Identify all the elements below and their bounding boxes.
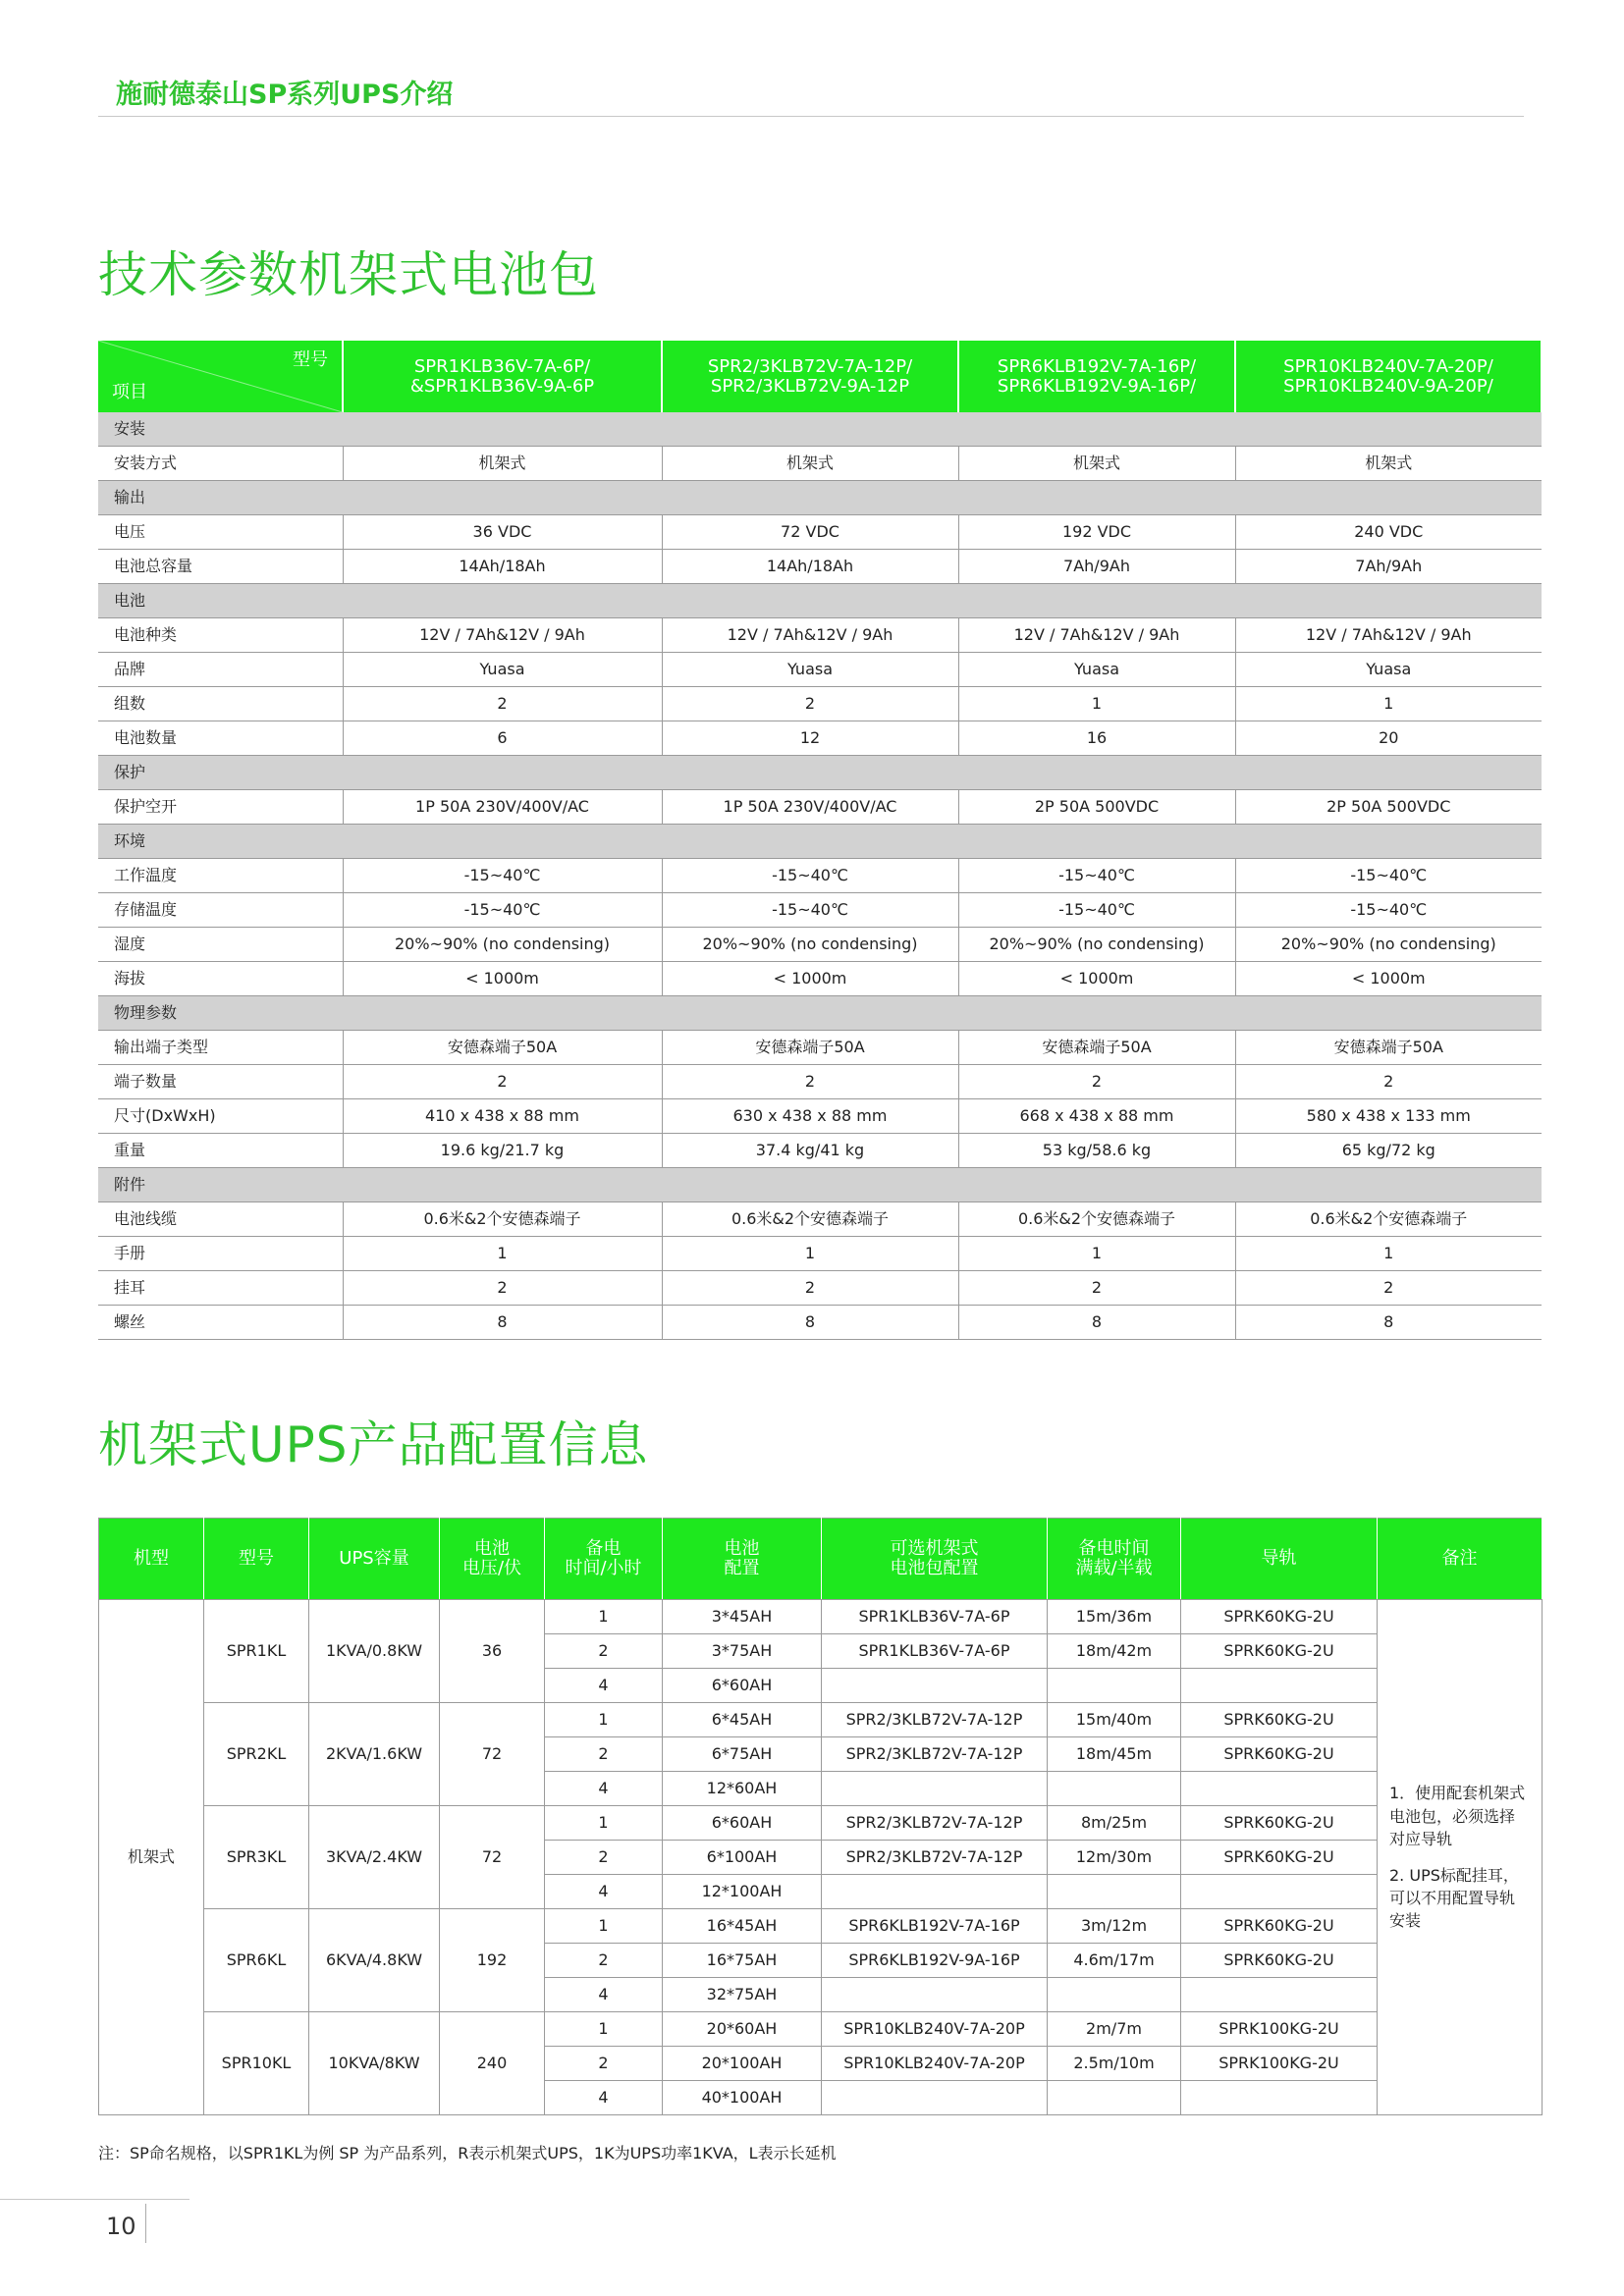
page-number: 10 <box>106 2213 136 2240</box>
battery-pack-cell: SPR2/3KLB72V-7A-12P <box>822 1841 1048 1875</box>
spec-row-label: 工作温度 <box>98 859 343 893</box>
config-header-cell <box>204 1519 309 1600</box>
spec-value: 410 x 438 x 88 mm <box>343 1099 662 1134</box>
spec-category-row <box>98 1168 1542 1202</box>
corner-model-label: 型号 <box>293 349 328 370</box>
spec-row <box>98 618 1542 653</box>
spec-row-label: 保护空开 <box>98 790 343 825</box>
rail-cell: SPRK100KG-2U <box>1181 2012 1378 2047</box>
spec-value: 0.6米&2个安德森端子 <box>958 1202 1235 1237</box>
model-cell: SPR6KL <box>204 1909 309 2012</box>
spec-value: 安德森端子50A <box>1235 1031 1542 1065</box>
machine-type-cell: 机架式 <box>99 1600 204 2115</box>
spec-value: 8 <box>958 1306 1235 1340</box>
spec-section-title: 技术参数机架式电池包 <box>98 246 599 303</box>
model-header-line: SPR6KLB192V-9A-16P/ <box>997 375 1197 397</box>
spec-category-row <box>98 756 1542 790</box>
remark-text: 2. UPS标配挂耳，可以不用配置导轨安装 <box>1389 1866 1519 1931</box>
backup-hours-cell: 4 <box>545 1875 663 1909</box>
config-row <box>99 2012 1543 2047</box>
model-header-line: SPR2/3KLB72V-7A-12P/ <box>707 355 913 377</box>
spec-value: 安德森端子50A <box>662 1031 958 1065</box>
config-row <box>99 1909 1543 1944</box>
battery-config-cell: 12*100AH <box>663 1875 822 1909</box>
spec-value: 0.6米&2个安德森端子 <box>1235 1202 1542 1237</box>
rail-cell: SPRK60KG-2U <box>1181 1703 1378 1737</box>
spec-value: 12 <box>662 721 958 756</box>
config-section-title: 机架式UPS产品配置信息 <box>98 1416 649 1473</box>
spec-value: 14Ah/18Ah <box>662 550 958 584</box>
spec-value: 16 <box>958 721 1235 756</box>
battery-pack-cell <box>822 2081 1048 2115</box>
spec-value: 1P 50A 230V/400V/AC <box>662 790 958 825</box>
rail-cell <box>1181 1669 1378 1703</box>
spec-row <box>98 550 1542 584</box>
battery-pack-cell: SPR6KLB192V-9A-16P <box>822 1944 1048 1978</box>
backup-hours-cell: 2 <box>545 1841 663 1875</box>
battery-config-cell: 12*60AH <box>663 1772 822 1806</box>
spec-row-label: 挂耳 <box>98 1271 343 1306</box>
battery-pack-cell: SPR10KLB240V-7A-20P <box>822 2012 1048 2047</box>
backup-time-cell <box>1048 1875 1181 1909</box>
spec-category-row <box>98 481 1542 515</box>
rail-cell <box>1181 1978 1378 2012</box>
spec-row <box>98 721 1542 756</box>
spec-value: 1 <box>1235 1237 1542 1271</box>
spec-category-label: 环境 <box>98 825 1542 859</box>
ups-config-table <box>98 1518 1543 2115</box>
spec-row-label: 组数 <box>98 687 343 721</box>
spec-value: 12V / 7Ah&12V / 9Ah <box>662 618 958 653</box>
config-header-line: 满载/半载 <box>1075 1558 1153 1578</box>
spec-row-label: 湿度 <box>98 928 343 962</box>
config-header-line: 备电时间 <box>1078 1538 1150 1560</box>
config-header-line: 备电 <box>585 1538 622 1560</box>
footer-divider <box>0 2199 189 2200</box>
battery-config-cell: 20*100AH <box>663 2047 822 2081</box>
spec-value: 20%~90% (no condensing) <box>343 928 662 962</box>
spec-value: -15~40℃ <box>662 893 958 928</box>
battery-config-cell: 6*60AH <box>663 1806 822 1841</box>
spec-value: 20 <box>1235 721 1542 756</box>
config-header-line: 电压/伏 <box>461 1558 522 1578</box>
spec-value: 668 x 438 x 88 mm <box>958 1099 1235 1134</box>
battery-config-cell: 6*60AH <box>663 1669 822 1703</box>
rail-cell: SPRK60KG-2U <box>1181 1841 1378 1875</box>
battery-config-cell: 20*60AH <box>663 2012 822 2047</box>
backup-time-cell: 18m/45m <box>1048 1737 1181 1772</box>
spec-value: -15~40℃ <box>343 859 662 893</box>
backup-time-cell <box>1048 1772 1181 1806</box>
spec-value: 0.6米&2个安德森端子 <box>662 1202 958 1237</box>
config-header-line: 导轨 <box>1261 1548 1297 1570</box>
voltage-cell: 36 <box>440 1600 545 1703</box>
spec-value: 6 <box>343 721 662 756</box>
config-header-line: 可选机架式 <box>890 1538 979 1560</box>
footnote: 注：SP命名规格，以SPR1KL为例 SP 为产品系列，R表示机架式UPS，1K为UPS功率1KVA，L表示长延机 <box>98 2144 837 2163</box>
battery-spec-table <box>98 341 1543 1340</box>
spec-value: 12V / 7Ah&12V / 9Ah <box>1235 618 1542 653</box>
spec-value: -15~40℃ <box>958 893 1235 928</box>
spec-row-label: 电池线缆 <box>98 1202 343 1237</box>
model-header-line: SPR1KLB36V-7A-6P/ <box>413 355 591 377</box>
backup-time-cell: 2m/7m <box>1048 2012 1181 2047</box>
spec-value: 1P 50A 230V/400V/AC <box>343 790 662 825</box>
spec-value: 580 x 438 x 133 mm <box>1235 1099 1542 1134</box>
voltage-cell: 72 <box>440 1806 545 1909</box>
rail-cell: SPRK100KG-2U <box>1181 2047 1378 2081</box>
config-header-cell <box>1181 1519 1378 1600</box>
config-header-line: 电池 <box>474 1538 510 1560</box>
battery-config-cell: 6*45AH <box>663 1703 822 1737</box>
spec-value: 20%~90% (no condensing) <box>662 928 958 962</box>
spec-row-label: 手册 <box>98 1237 343 1271</box>
spec-value: < 1000m <box>1235 962 1542 996</box>
model-header-line: SPR2/3KLB72V-9A-12P <box>710 375 910 397</box>
spec-value: 36 VDC <box>343 515 662 550</box>
spec-category-row <box>98 584 1542 618</box>
config-header-line: UPS容量 <box>339 1548 409 1570</box>
capacity-cell: 3KVA/2.4KW <box>309 1806 440 1909</box>
spec-row <box>98 1134 1542 1168</box>
spec-row-label: 尺寸(DxWxH) <box>98 1099 343 1134</box>
spec-row <box>98 687 1542 721</box>
spec-value: 1 <box>662 1237 958 1271</box>
spec-row <box>98 962 1542 996</box>
spec-row-label: 存储温度 <box>98 893 343 928</box>
backup-time-cell <box>1048 1669 1181 1703</box>
spec-value: 1 <box>958 1237 1235 1271</box>
spec-row <box>98 653 1542 687</box>
remark-text: 1．使用配套机架式电池包，必须选择对应导轨 <box>1389 1784 1526 1848</box>
model-header-line: &SPR1KLB36V-9A-6P <box>409 375 595 397</box>
spec-value: 630 x 438 x 88 mm <box>662 1099 958 1134</box>
spec-value: 240 VDC <box>1235 515 1542 550</box>
model-header-line: SPR6KLB192V-7A-16P/ <box>997 355 1197 377</box>
page-number-divider <box>145 2204 146 2243</box>
spec-value: 2 <box>958 1271 1235 1306</box>
spec-value: 8 <box>1235 1306 1542 1340</box>
config-header-cell <box>1048 1519 1181 1600</box>
backup-time-cell: 4.6m/17m <box>1048 1944 1181 1978</box>
backup-hours-cell: 1 <box>545 1703 663 1737</box>
spec-row <box>98 1271 1542 1306</box>
model-header-4 <box>1235 341 1542 412</box>
spec-value: 2 <box>662 1065 958 1099</box>
spec-category-label: 附件 <box>98 1168 1542 1202</box>
spec-value: < 1000m <box>343 962 662 996</box>
config-header-cell <box>1378 1519 1543 1600</box>
corner-item-label: 项目 <box>112 382 147 403</box>
spec-value: Yuasa <box>343 653 662 687</box>
config-header-cell <box>440 1519 545 1600</box>
rail-cell: SPRK60KG-2U <box>1181 1806 1378 1841</box>
config-header-cell <box>822 1519 1048 1600</box>
spec-value: 8 <box>662 1306 958 1340</box>
spec-value: Yuasa <box>958 653 1235 687</box>
config-row <box>99 1600 1543 1634</box>
spec-value: 2 <box>343 1271 662 1306</box>
rail-cell <box>1181 2081 1378 2115</box>
spec-value: 安德森端子50A <box>958 1031 1235 1065</box>
spec-row <box>98 1237 1542 1271</box>
battery-config-cell: 3*45AH <box>663 1600 822 1634</box>
backup-hours-cell: 1 <box>545 1909 663 1944</box>
spec-value: 8 <box>343 1306 662 1340</box>
spec-category-label: 安装 <box>98 412 1542 447</box>
spec-row <box>98 1031 1542 1065</box>
spec-value: 2 <box>662 687 958 721</box>
backup-time-cell: 8m/25m <box>1048 1806 1181 1841</box>
spec-value: 机架式 <box>343 447 662 481</box>
spec-value: 192 VDC <box>958 515 1235 550</box>
config-header-line: 机型 <box>134 1548 169 1570</box>
spec-row <box>98 1306 1542 1340</box>
spec-value: 机架式 <box>662 447 958 481</box>
spec-value: 14Ah/18Ah <box>343 550 662 584</box>
battery-pack-cell <box>822 1875 1048 1909</box>
spec-value: 53 kg/58.6 kg <box>958 1134 1235 1168</box>
config-header-line: 时间/小时 <box>565 1558 642 1578</box>
config-header-line: 配置 <box>724 1558 760 1578</box>
spec-value: 7Ah/9Ah <box>1235 550 1542 584</box>
rail-cell: SPRK60KG-2U <box>1181 1909 1378 1944</box>
spec-value: 2 <box>958 1065 1235 1099</box>
spec-row <box>98 859 1542 893</box>
header-title: 施耐德泰山SP系列UPS介绍 <box>116 80 454 110</box>
battery-config-cell: 6*75AH <box>663 1737 822 1772</box>
model-cell: SPR2KL <box>204 1703 309 1806</box>
backup-hours-cell: 2 <box>545 2047 663 2081</box>
config-header-cell <box>663 1519 822 1600</box>
spec-row-label: 安装方式 <box>98 447 343 481</box>
spec-row <box>98 1065 1542 1099</box>
battery-pack-cell: SPR1KLB36V-7A-6P <box>822 1634 1048 1669</box>
spec-value: 12V / 7Ah&12V / 9Ah <box>343 618 662 653</box>
spec-value: 65 kg/72 kg <box>1235 1134 1542 1168</box>
backup-hours-cell: 4 <box>545 1669 663 1703</box>
config-row <box>99 1806 1543 1841</box>
config-header-line: 电池包配置 <box>890 1558 979 1578</box>
spec-row <box>98 515 1542 550</box>
spec-row-label: 螺丝 <box>98 1306 343 1340</box>
spec-value: 2 <box>1235 1271 1542 1306</box>
spec-row <box>98 447 1542 481</box>
backup-time-cell: 2.5m/10m <box>1048 2047 1181 2081</box>
rail-cell <box>1181 1875 1378 1909</box>
spec-row <box>98 928 1542 962</box>
config-header-cell <box>309 1519 440 1600</box>
spec-value: 72 VDC <box>662 515 958 550</box>
rail-cell: SPRK60KG-2U <box>1181 1944 1378 1978</box>
config-header-line: 电池 <box>724 1538 760 1560</box>
spec-row <box>98 1099 1542 1134</box>
battery-pack-cell <box>822 1669 1048 1703</box>
spec-value: 1 <box>958 687 1235 721</box>
spec-value: 安德森端子50A <box>343 1031 662 1065</box>
battery-config-cell: 6*100AH <box>663 1841 822 1875</box>
model-header-line: SPR10KLB240V-7A-20P/ <box>1283 355 1493 377</box>
rail-cell: SPRK60KG-2U <box>1181 1634 1378 1669</box>
spec-value: -15~40℃ <box>958 859 1235 893</box>
model-cell: SPR3KL <box>204 1806 309 1909</box>
voltage-cell: 240 <box>440 2012 545 2115</box>
model-header-line: SPR10KLB240V-9A-20P/ <box>1283 375 1493 397</box>
spec-value: 2P 50A 500VDC <box>1235 790 1542 825</box>
header-divider <box>98 116 1524 117</box>
spec-row-label: 端子数量 <box>98 1065 343 1099</box>
spec-value: 2 <box>662 1271 958 1306</box>
spec-value: Yuasa <box>662 653 958 687</box>
model-cell: SPR1KL <box>204 1600 309 1703</box>
model-header-1 <box>343 341 662 412</box>
spec-row-label: 重量 <box>98 1134 343 1168</box>
battery-config-cell: 32*75AH <box>663 1978 822 2012</box>
backup-hours-cell: 1 <box>545 1806 663 1841</box>
config-header-cell <box>545 1519 663 1600</box>
spec-category-label: 保护 <box>98 756 1542 790</box>
spec-category-label: 物理参数 <box>98 996 1542 1031</box>
config-row <box>99 1703 1543 1737</box>
spec-value: 1 <box>343 1237 662 1271</box>
battery-pack-cell: SPR10KLB240V-7A-20P <box>822 2047 1048 2081</box>
config-header-line: 备注 <box>1441 1548 1478 1570</box>
spec-row-label: 输出端子类型 <box>98 1031 343 1065</box>
spec-value: 37.4 kg/41 kg <box>662 1134 958 1168</box>
spec-category-row <box>98 996 1542 1031</box>
voltage-cell: 192 <box>440 1909 545 2012</box>
spec-category-row <box>98 825 1542 859</box>
spec-value: -15~40℃ <box>662 859 958 893</box>
model-cell: SPR10KL <box>204 2012 309 2115</box>
spec-value: 1 <box>1235 687 1542 721</box>
spec-value: Yuasa <box>1235 653 1542 687</box>
spec-value: 2P 50A 500VDC <box>958 790 1235 825</box>
backup-time-cell <box>1048 2081 1181 2115</box>
battery-config-cell: 16*75AH <box>663 1944 822 1978</box>
backup-hours-cell: 2 <box>545 1737 663 1772</box>
backup-time-cell: 3m/12m <box>1048 1909 1181 1944</box>
remarks-cell <box>1378 1600 1543 2115</box>
spec-value: 19.6 kg/21.7 kg <box>343 1134 662 1168</box>
battery-pack-cell: SPR1KLB36V-7A-6P <box>822 1600 1048 1634</box>
spec-value: 0.6米&2个安德森端子 <box>343 1202 662 1237</box>
model-header-2 <box>662 341 958 412</box>
capacity-cell: 2KVA/1.6KW <box>309 1703 440 1806</box>
backup-time-cell <box>1048 1978 1181 2012</box>
spec-category-label: 电池 <box>98 584 1542 618</box>
battery-pack-cell: SPR6KLB192V-7A-16P <box>822 1909 1048 1944</box>
spec-value: 机架式 <box>958 447 1235 481</box>
battery-pack-cell <box>822 1772 1048 1806</box>
spec-row <box>98 893 1542 928</box>
spec-value: < 1000m <box>958 962 1235 996</box>
corner-cell <box>98 341 343 412</box>
spec-row <box>98 1202 1542 1237</box>
spec-value: 12V / 7Ah&12V / 9Ah <box>958 618 1235 653</box>
config-header-line: 型号 <box>239 1548 274 1570</box>
battery-pack-cell: SPR2/3KLB72V-7A-12P <box>822 1703 1048 1737</box>
spec-value: 7Ah/9Ah <box>958 550 1235 584</box>
backup-hours-cell: 1 <box>545 1600 663 1634</box>
spec-value: 2 <box>343 687 662 721</box>
spec-value: 2 <box>343 1065 662 1099</box>
spec-row <box>98 790 1542 825</box>
battery-pack-cell: SPR2/3KLB72V-7A-12P <box>822 1806 1048 1841</box>
backup-hours-cell: 2 <box>545 1634 663 1669</box>
battery-pack-cell: SPR2/3KLB72V-7A-12P <box>822 1737 1048 1772</box>
capacity-cell: 1KVA/0.8KW <box>309 1600 440 1703</box>
spec-value: 20%~90% (no condensing) <box>1235 928 1542 962</box>
backup-hours-cell: 4 <box>545 1978 663 2012</box>
spec-value: -15~40℃ <box>343 893 662 928</box>
battery-config-cell: 3*75AH <box>663 1634 822 1669</box>
spec-value: < 1000m <box>662 962 958 996</box>
spec-value: 20%~90% (no condensing) <box>958 928 1235 962</box>
backup-time-cell: 15m/40m <box>1048 1703 1181 1737</box>
capacity-cell: 6KVA/4.8KW <box>309 1909 440 2012</box>
battery-config-cell: 40*100AH <box>663 2081 822 2115</box>
voltage-cell: 72 <box>440 1703 545 1806</box>
backup-hours-cell: 2 <box>545 1944 663 1978</box>
backup-hours-cell: 1 <box>545 2012 663 2047</box>
rail-cell <box>1181 1772 1378 1806</box>
spec-category-label: 输出 <box>98 481 1542 515</box>
backup-hours-cell: 4 <box>545 2081 663 2115</box>
battery-pack-cell <box>822 1978 1048 2012</box>
spec-row-label: 电压 <box>98 515 343 550</box>
spec-row-label: 电池种类 <box>98 618 343 653</box>
battery-config-cell: 16*45AH <box>663 1909 822 1944</box>
config-header-cell <box>99 1519 204 1600</box>
spec-category-row <box>98 412 1542 447</box>
spec-row-label: 海拔 <box>98 962 343 996</box>
spec-value: -15~40℃ <box>1235 859 1542 893</box>
spec-value: 机架式 <box>1235 447 1542 481</box>
spec-value: 2 <box>1235 1065 1542 1099</box>
spec-value: -15~40℃ <box>1235 893 1542 928</box>
spec-row-label: 电池总容量 <box>98 550 343 584</box>
capacity-cell: 10KVA/8KW <box>309 2012 440 2115</box>
config-header-row <box>99 1519 1543 1600</box>
spec-header-row <box>98 341 1542 412</box>
rail-cell: SPRK60KG-2U <box>1181 1737 1378 1772</box>
rail-cell: SPRK60KG-2U <box>1181 1600 1378 1634</box>
backup-hours-cell: 4 <box>545 1772 663 1806</box>
backup-time-cell: 12m/30m <box>1048 1841 1181 1875</box>
spec-row-label: 品牌 <box>98 653 343 687</box>
backup-time-cell: 15m/36m <box>1048 1600 1181 1634</box>
model-header-3 <box>958 341 1235 412</box>
backup-time-cell: 18m/42m <box>1048 1634 1181 1669</box>
spec-row-label: 电池数量 <box>98 721 343 756</box>
